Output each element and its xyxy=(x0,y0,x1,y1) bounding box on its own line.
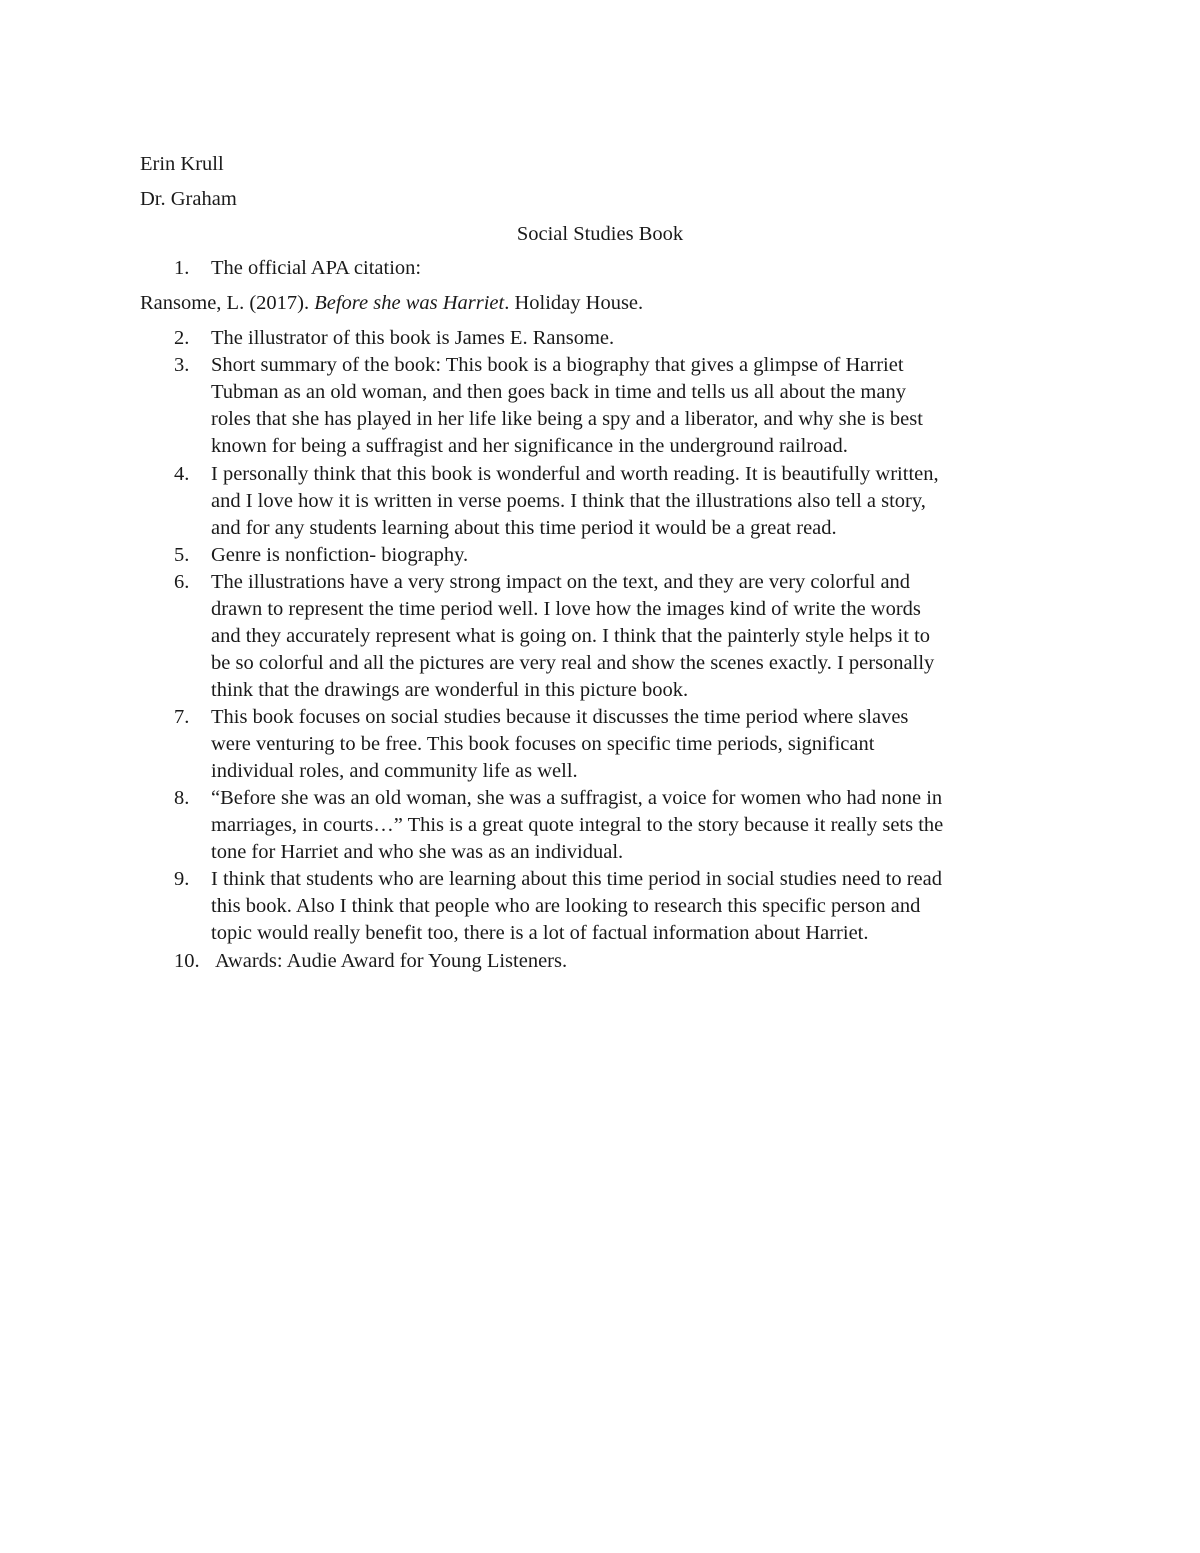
list-item-line: tone for Harriet and who she was as an individual. xyxy=(211,841,624,863)
author-name: Erin Krull xyxy=(140,153,224,175)
list-item-line: marriages, in courts…” This is a great quote integral to the story because it really sets the xyxy=(211,814,944,836)
list-item-line: drawn to represent the time period well. I love how the images kind of write the words xyxy=(211,598,921,620)
list-item-text xyxy=(211,866,942,947)
list-item-text xyxy=(211,704,908,785)
list-item-text xyxy=(215,948,567,975)
list-item-line: roles that she has played in her life like being a spy and a liberator, and why she is best xyxy=(211,408,923,430)
list-item-number: 4. xyxy=(174,463,190,485)
list-item-line: and I love how it is written in verse poems. I think that the illustrations also tell a story, xyxy=(211,490,926,512)
list-item-number: 2. xyxy=(174,327,190,349)
list-item-text xyxy=(211,352,923,460)
list-item-line: individual roles, and community life as well. xyxy=(211,760,578,782)
list-item-line: Awards: Audie Award for Young Listeners. xyxy=(215,950,568,972)
list-item-line: were venturing to be free. This book focuses on specific time periods, significant xyxy=(211,733,875,755)
list-item-line: The official APA citation: xyxy=(211,257,422,279)
list-item-text xyxy=(211,325,614,352)
list-item-line: topic would really benefit too, there is a lot of factual information about Harriet. xyxy=(211,922,869,944)
list-item-line: Short summary of the book: This book is a biography that gives a glimpse of Harriet xyxy=(211,354,904,376)
list-item-line: and they accurately represent what is going on. I think that the painterly style helps it to xyxy=(211,625,931,647)
list-item-line: Genre is nonfiction- biography. xyxy=(211,544,469,566)
list-item-line: this book. Also I think that people who are looking to research this specific person and xyxy=(211,895,921,917)
professor-name: Dr. Graham xyxy=(140,188,237,210)
list-item-line: Tubman as an old woman, and then goes back in time and tells us all about the many xyxy=(211,381,906,403)
document-title: Social Studies Book xyxy=(516,223,684,245)
list-item-line: think that the drawings are wonderful in this picture book. xyxy=(211,679,689,701)
list-item-text xyxy=(211,255,421,282)
list-item-number: 10. xyxy=(174,950,200,972)
list-item-number: 3. xyxy=(174,354,190,376)
list-item-number: 6. xyxy=(174,571,190,593)
list-item-number: 8. xyxy=(174,787,190,809)
list-item-line: The illustrations have a very strong impact on the text, and they are very colorful and xyxy=(211,571,911,593)
list-item-line: I think that students who are learning about this time period in social studies need to read xyxy=(211,868,942,890)
list-item-line: This book focuses on social studies because it discusses the time period where slaves xyxy=(211,706,909,728)
list-item-line: I personally think that this book is wonderful and worth reading. It is beautifully written, xyxy=(211,463,939,485)
apa-citation xyxy=(140,290,643,317)
list-item-text xyxy=(211,785,943,866)
citation-book-title: Before she was Harriet xyxy=(314,292,505,314)
list-item-line: known for being a suffragist and her significance in the underground railroad. xyxy=(211,435,848,457)
citation-prefix: Ransome, L. (2017). xyxy=(140,292,315,314)
list-item-line: and for any students learning about this time period it would be a great read. xyxy=(211,517,837,539)
list-item-line: be so colorful and all the pictures are very real and show the scenes exactly. I personally xyxy=(211,652,935,674)
list-item-line: The illustrator of this book is James E. Ransome. xyxy=(211,327,615,349)
list-item-text xyxy=(211,542,468,569)
list-item-number: 5. xyxy=(174,544,190,566)
list-item-text xyxy=(211,461,939,542)
list-item-text xyxy=(211,569,934,704)
citation-suffix: . Holiday House. xyxy=(504,292,644,314)
list-item-line: “Before she was an old woman, she was a suffragist, a voice for women who had none in xyxy=(211,787,943,809)
list-item-number: 7. xyxy=(174,706,190,728)
list-item-number: 1. xyxy=(174,257,190,279)
list-item-number: 9. xyxy=(174,868,190,890)
